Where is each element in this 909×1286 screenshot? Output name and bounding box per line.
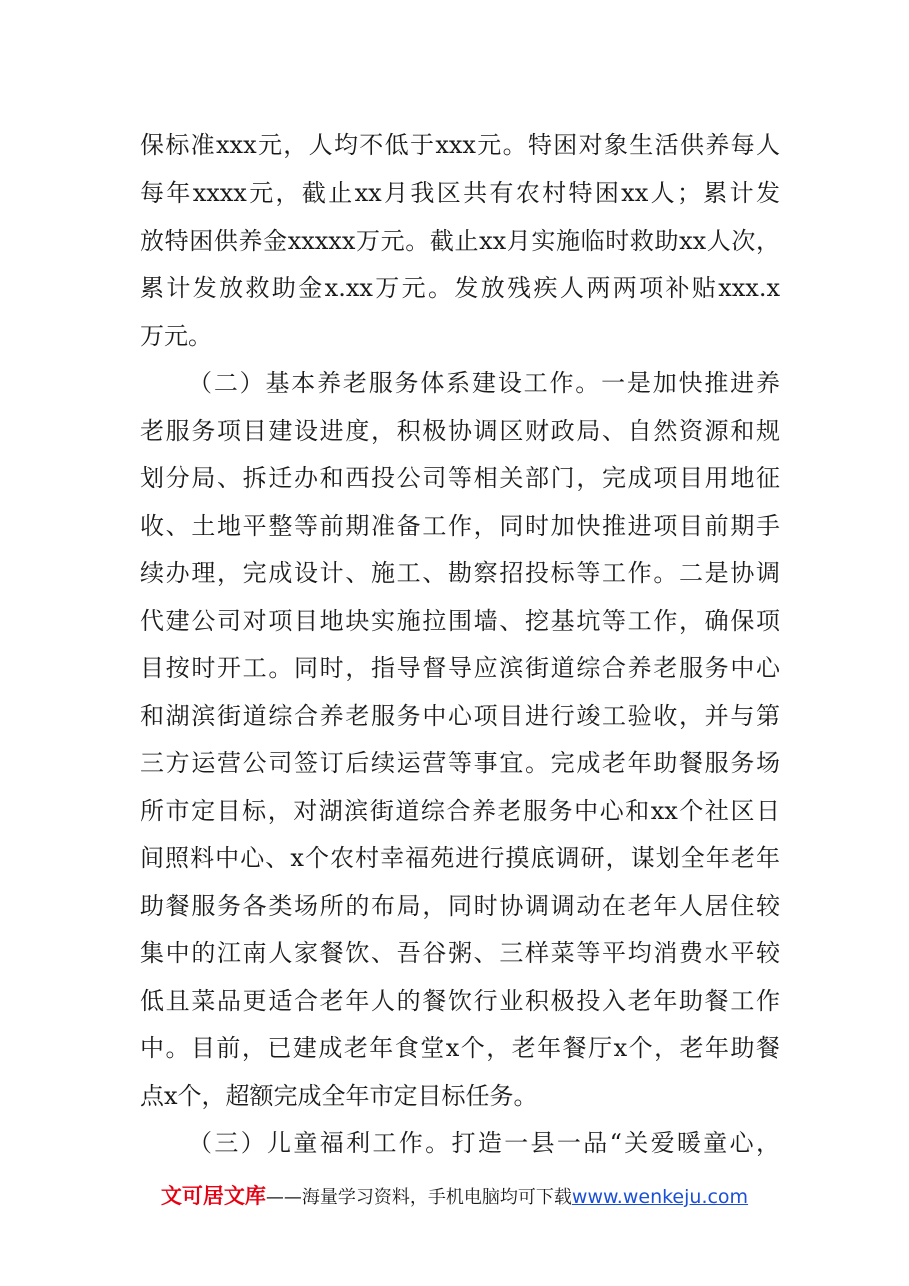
body-line: 集中的江南人家餐饮、吾谷粥、三样菜等平均消费水平较 <box>140 939 780 967</box>
body-line: 中。目前，已建成老年食堂x个，老年餐厅x个，老年助餐 <box>140 1034 780 1062</box>
section-heading-line: （二）基本养老服务体系建设工作。一是加快推进养 <box>188 369 780 397</box>
body-line: 收、土地平整等前期准备工作，同时加快推进项目前期手 <box>140 512 780 540</box>
body-line: 代建公司对项目地块实施拉围墙、挖基坑等工作，确保项 <box>140 607 780 635</box>
body-line: 所市定目标，对湖滨街道综合养老服务中心和xx个社区日 <box>140 797 780 825</box>
body-line: 续办理，完成设计、施工、勘察招投标等工作。二是协调 <box>140 559 780 587</box>
body-line: 三方运营公司签订后续运营等事宜。完成老年助餐服务场 <box>140 749 780 777</box>
body-line: 每年xxxx元，截止xx月我区共有农村特困xx人；累计发 <box>140 179 780 207</box>
body-line: 放特困供养金xxxxx万元。截止xx月实施临时救助xx人次， <box>140 227 780 255</box>
footer-banner <box>0 1178 909 1214</box>
body-line: 助餐服务各类场所的布局，同时协调调动在老年人居住较 <box>140 892 780 920</box>
body-line: 目按时开工。同时，指导督导应滨街道综合养老服务中心 <box>140 654 780 682</box>
section-heading-line: （三）儿童福利工作。打造一县一品“关爱暖童心， <box>188 1129 780 1157</box>
body-line: 老服务项目建设进度，积极协调区财政局、自然资源和规 <box>140 417 780 445</box>
footer-brand: 文可居文库 <box>160 1184 266 1208</box>
body-line: 保标准xxx元，人均不低于xxx元。特困对象生活供养每人 <box>140 131 780 159</box>
body-line: 和湖滨街道综合养老服务中心项目进行竣工验收，并与第 <box>140 702 780 730</box>
body-line: 划分局、拆迁办和西投公司等相关部门，完成项目用地征 <box>140 464 780 492</box>
footer-slogan: ——海量学习资料，手机电脑均可下载 <box>265 1187 572 1208</box>
body-line: 低且菜品更适合老年人的餐饮行业积极投入老年助餐工作 <box>140 987 780 1015</box>
body-line: 点x个，超额完成全年市定目标任务。 <box>140 1082 538 1110</box>
body-line: 万元。 <box>140 322 212 350</box>
body-line: 间照料中心、x个农村幸福苑进行摸底调研，谋划全年老年 <box>140 844 780 872</box>
body-line: 累计发放救助金x.xx万元。发放残疾人两两项补贴xxx.x <box>140 274 780 302</box>
footer-link[interactable]: www.wenkeju.com <box>571 1186 749 1208</box>
